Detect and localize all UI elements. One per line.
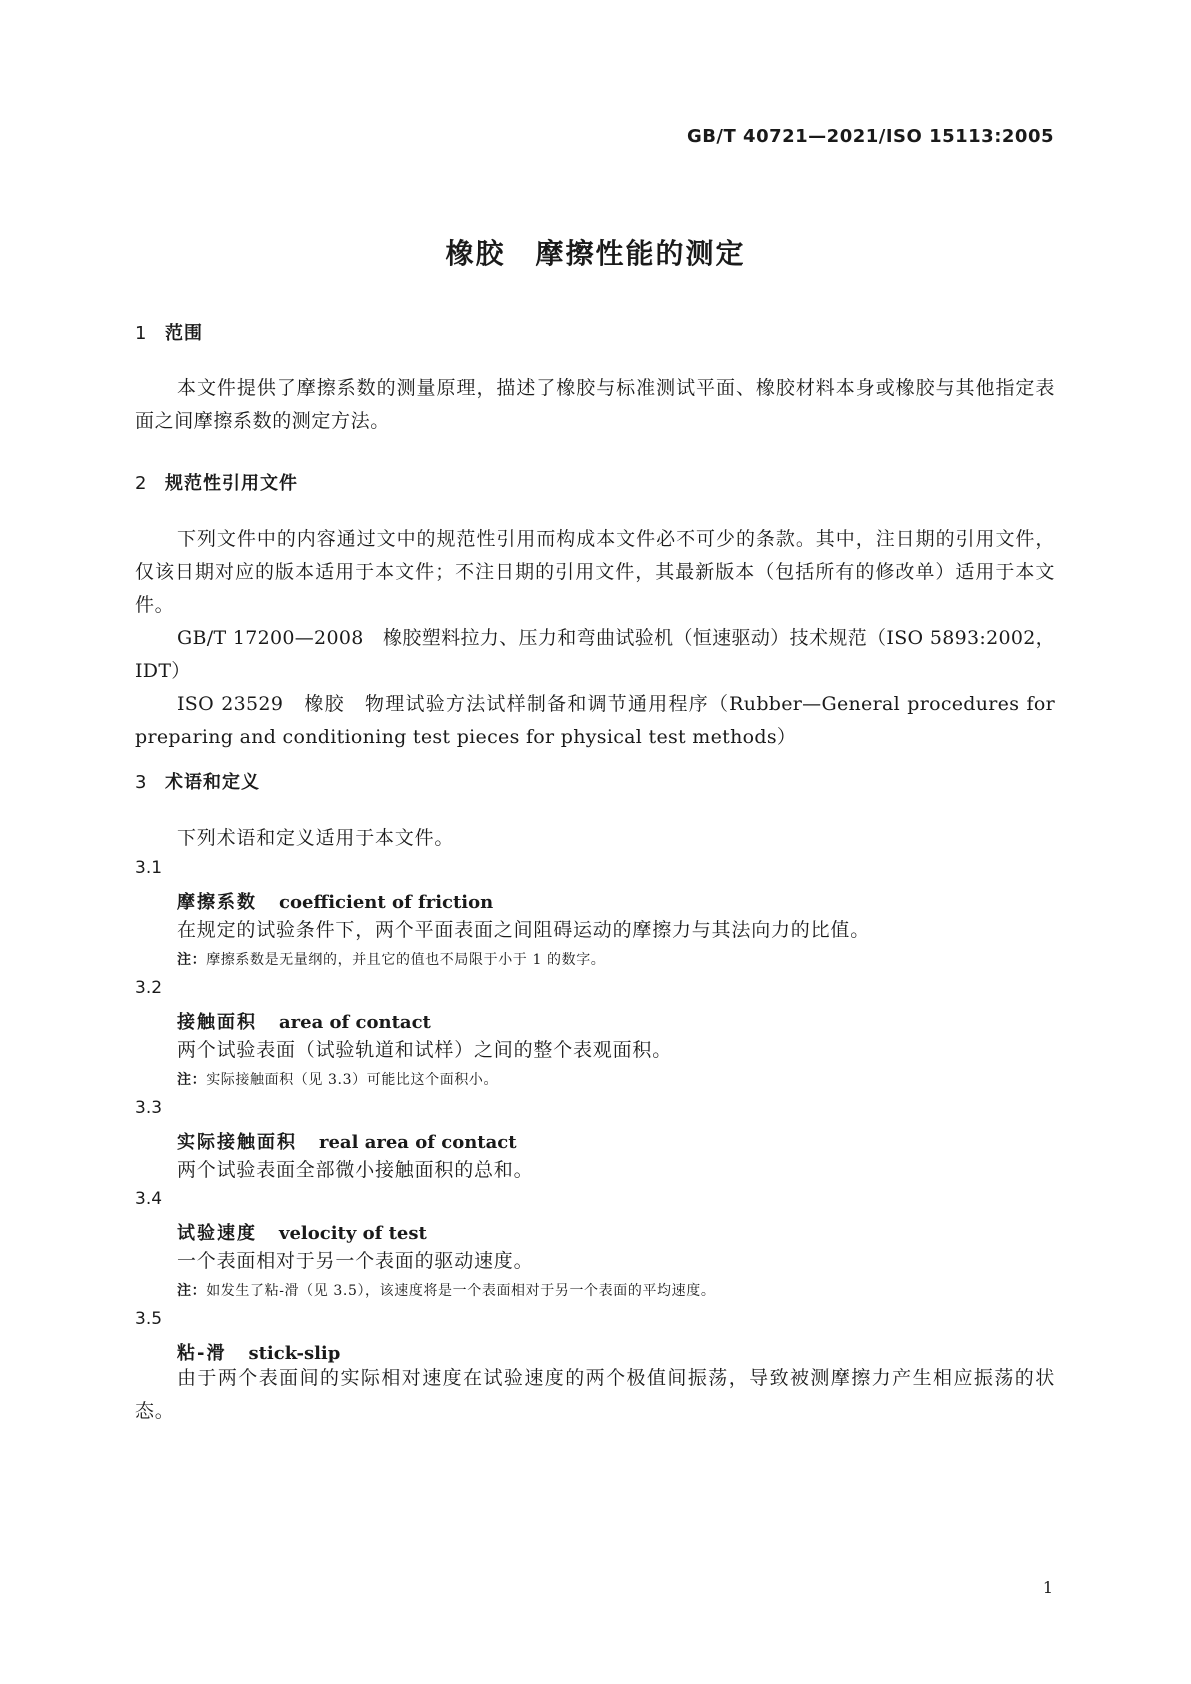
term-en: area of contact bbox=[279, 1012, 431, 1033]
normative-reference-2: ISO 23529 橡胶 物理试验方法试样制备和调节通用程序（Rubber—General procedures for preparing and conditioning test pieces for physical test methods） bbox=[135, 693, 1055, 748]
normative-reference-1: GB/T 17200—2008 橡胶塑料拉力、压力和弯曲试验机（恒速驱动）技术规范（ISO 5893:2002，IDT） bbox=[135, 627, 1055, 682]
standard-number: GB/T 40721—2021/ISO 15113:2005 bbox=[686, 126, 1054, 147]
term-heading bbox=[177, 1128, 517, 1154]
term-number: 3.3 bbox=[135, 1098, 163, 1118]
page-number: 1 bbox=[1042, 1578, 1053, 1597]
term-heading bbox=[177, 1219, 427, 1245]
section-number: 2 bbox=[135, 473, 148, 494]
term-number: 3.4 bbox=[135, 1189, 163, 1209]
section-3-heading bbox=[135, 768, 260, 794]
note-text: 如发生了粘-滑（见 3.5），该速度将是一个表面相对于另一个表面的平均速度。 bbox=[206, 1283, 716, 1299]
section-title: 规范性引用文件 bbox=[165, 473, 298, 494]
term-number: 3.5 bbox=[135, 1309, 163, 1329]
term-en: real area of contact bbox=[319, 1132, 517, 1153]
term-number: 3.2 bbox=[135, 978, 163, 998]
section-2-paragraph: 下列文件中的内容通过文中的规范性引用而构成本文件必不可少的条款。其中，注日期的引用文件，仅该日期对应的版本适用于本文件；不注日期的引用文件，其最新版本（包括所有的修改单）适用于本文件。 bbox=[135, 528, 1055, 616]
term-note bbox=[177, 1069, 498, 1089]
section-3-intro: 下列术语和定义适用于本文件。 bbox=[177, 827, 455, 849]
section-number: 1 bbox=[135, 323, 148, 344]
term-note bbox=[177, 949, 605, 969]
term-definition: 一个表面相对于另一个表面的驱动速度。 bbox=[177, 1250, 534, 1272]
term-heading bbox=[177, 888, 493, 914]
note-text: 摩擦系数是无量纲的，并且它的值也不局限于小于 1 的数字。 bbox=[206, 952, 606, 968]
note-text: 实际接触面积（见 3.3）可能比这个面积小。 bbox=[206, 1072, 499, 1088]
term-note bbox=[177, 1280, 715, 1300]
note-label: 注： bbox=[177, 1072, 207, 1088]
term-definition: 由于两个表面间的实际相对速度在试验速度的两个极值间振荡，导致被测摩擦力产生相应振荡的状态。 bbox=[135, 1367, 1055, 1422]
note-label: 注： bbox=[177, 1283, 207, 1299]
term-heading bbox=[177, 1008, 431, 1034]
term-zh: 试验速度 bbox=[177, 1223, 257, 1244]
section-title: 范围 bbox=[165, 323, 203, 344]
note-label: 注： bbox=[177, 952, 207, 968]
section-1-paragraph: 本文件提供了摩擦系数的测量原理，描述了橡胶与标准测试平面、橡胶材料本身或橡胶与其他指定表面之间摩擦系数的测定方法。 bbox=[135, 377, 1055, 432]
term-zh: 实际接触面积 bbox=[177, 1132, 297, 1153]
term-definition: 在规定的试验条件下，两个平面表面之间阻碍运动的摩擦力与其法向力的比值。 bbox=[177, 919, 871, 941]
term-definition: 两个试验表面全部微小接触面积的总和。 bbox=[177, 1159, 534, 1181]
term-en: coefficient of friction bbox=[279, 892, 494, 913]
document-title: 橡胶 摩擦性能的测定 bbox=[445, 237, 746, 270]
term-zh: 接触面积 bbox=[177, 1012, 257, 1033]
term-zh: 粘-滑 bbox=[177, 1343, 227, 1364]
term-definition: 两个试验表面（试验轨道和试样）之间的整个表观面积。 bbox=[177, 1039, 673, 1061]
term-zh: 摩擦系数 bbox=[177, 892, 257, 913]
section-1-heading bbox=[135, 319, 203, 345]
term-en: velocity of test bbox=[279, 1223, 427, 1244]
section-title: 术语和定义 bbox=[165, 772, 260, 793]
term-en: stick-slip bbox=[248, 1343, 341, 1364]
section-number: 3 bbox=[135, 772, 148, 793]
section-2-heading bbox=[135, 469, 298, 495]
term-number: 3.1 bbox=[135, 858, 163, 878]
